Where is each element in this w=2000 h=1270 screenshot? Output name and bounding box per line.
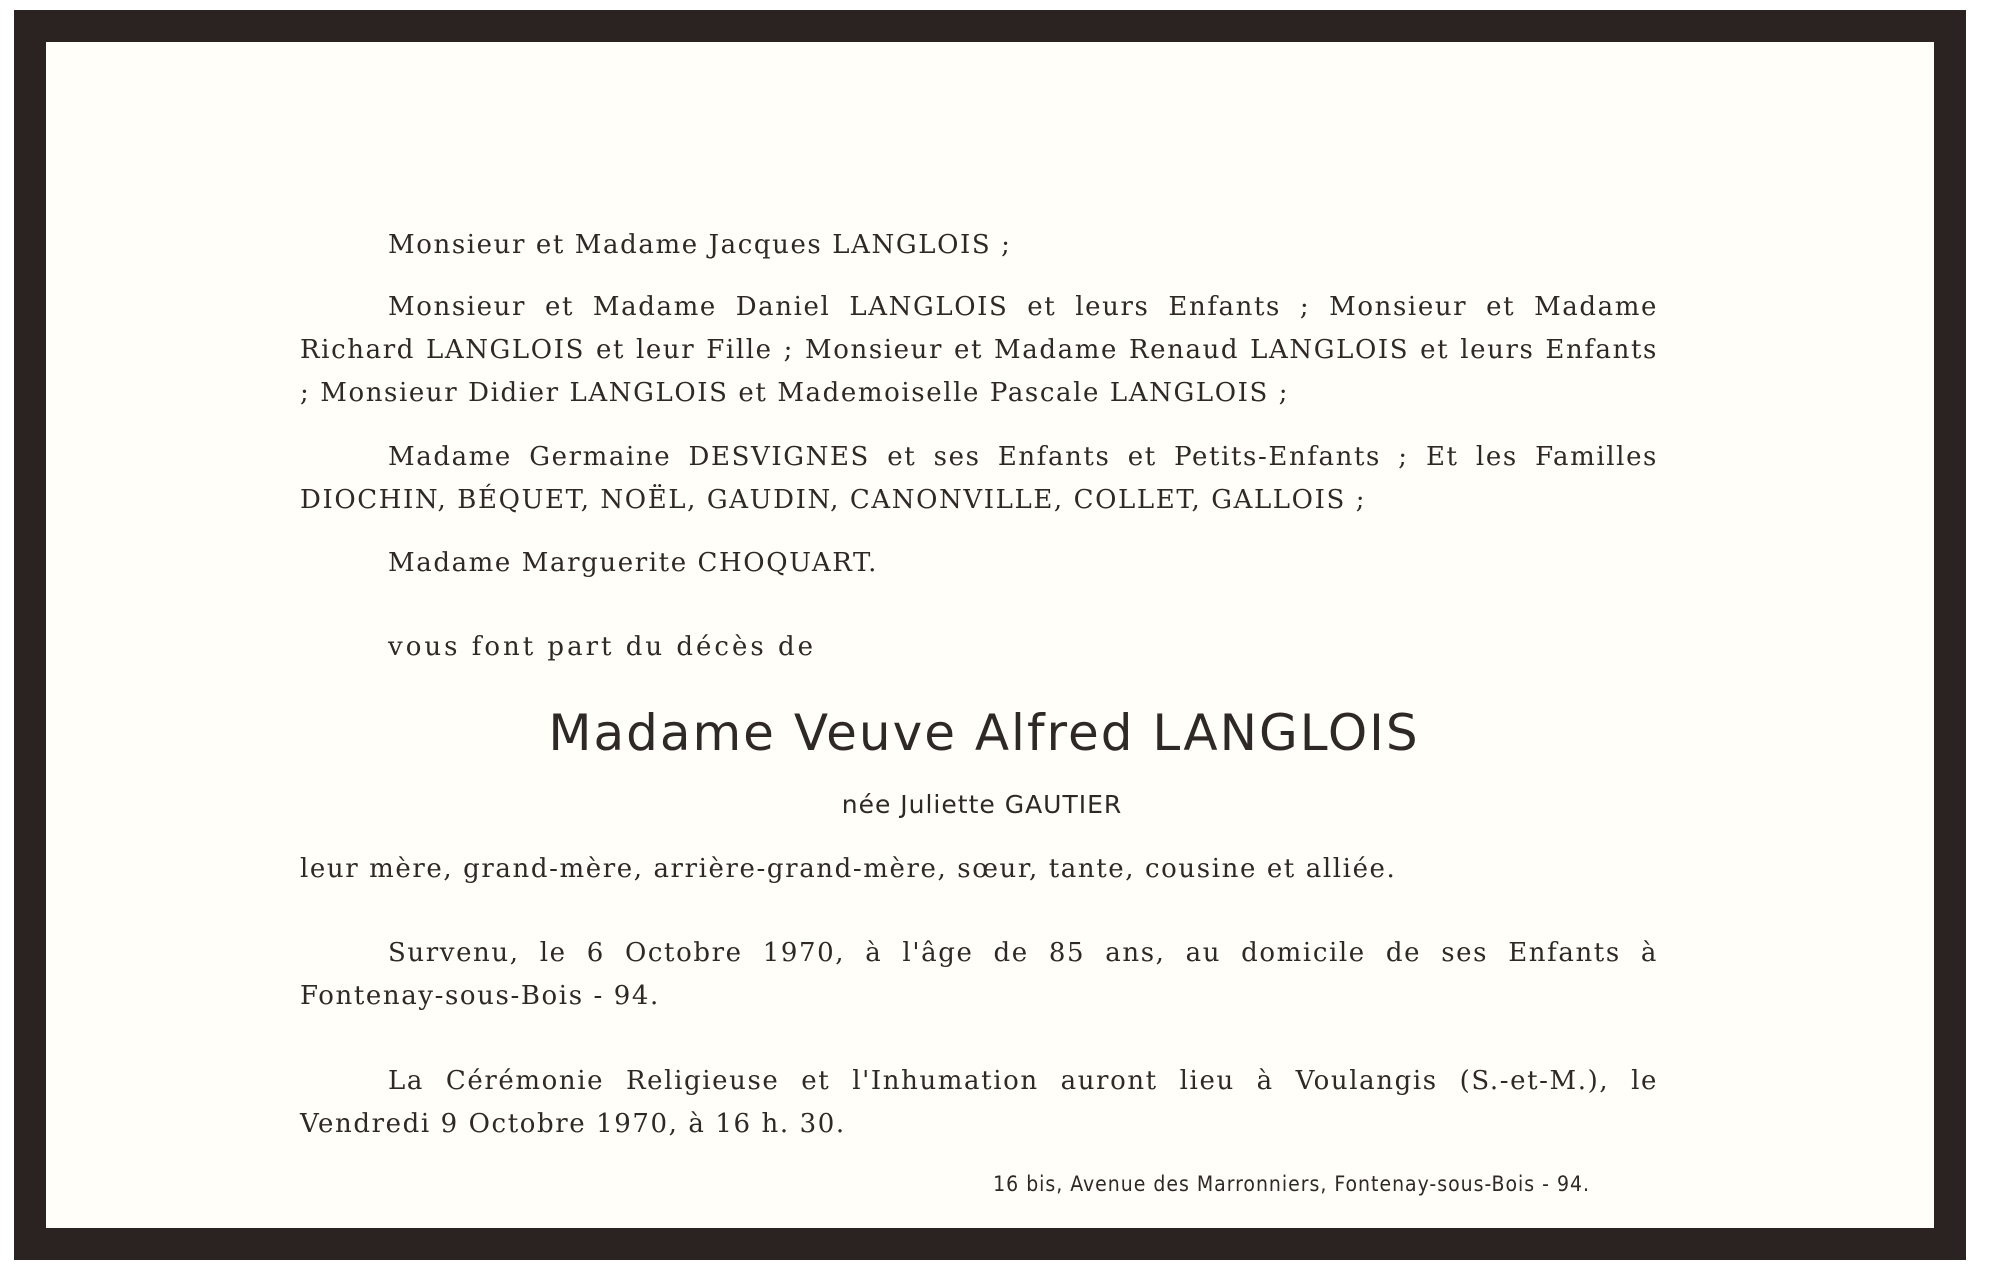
family-line-1: Monsieur et Madame Jacques LANGLOIS ; <box>388 230 1012 260</box>
death-details-paragraph <box>300 932 1658 1018</box>
family-line-3: Madame Germaine DESVIGNES et ses Enfants et Petits-Enfants ; Et les Familles DIOCHIN, BÉQUET, NOËL, GAUDIN, CANONVILLE, COLLET, GALLOIS ; <box>300 442 1658 515</box>
maiden-name: née Juliette GAUTIER <box>841 790 1123 819</box>
family-paragraph-4 <box>300 542 1658 585</box>
ceremony-paragraph <box>300 1060 1658 1146</box>
family-address: 16 bis, Avenue des Marronniers, Fontenay-sous-Bois - 94. <box>993 1172 1590 1196</box>
family-paragraph-2 <box>300 286 1658 415</box>
family-line-4: Madame Marguerite CHOQUART. <box>388 548 878 578</box>
family-paragraph-1 <box>300 224 1658 267</box>
announcement-paragraph <box>300 626 1658 669</box>
deceased-name: Madame Veuve Alfred LANGLOIS <box>548 704 1420 762</box>
relations-paragraph <box>300 848 1658 891</box>
death-details-line: Survenu, le 6 Octobre 1970, à l'âge de 85 ans, au domicile de ses Enfants à Fontenay-sous-Bois - 94. <box>300 938 1658 1011</box>
announcement-line: vous font part du décès de <box>388 632 816 662</box>
family-line-2: Monsieur et Madame Daniel LANGLOIS et leurs Enfants ; Monsieur et Madame Richard LANGLOIS et leur Fille ; Monsieur et Madame Renaud LANGLOIS et leurs Enfants ; Monsieur Didier LANGLOIS et Mademoiselle Pascale LANGLOIS ; <box>300 292 1658 408</box>
relations-line: leur mère, grand-mère, arrière-grand-mère, sœur, tante, cousine et alliée. <box>300 854 1397 884</box>
family-paragraph-3 <box>300 436 1658 522</box>
ceremony-line: La Cérémonie Religieuse et l'Inhumation auront lieu à Voulangis (S.-et-M.), le Vendredi 9 Octobre 1970, à 16 h. 30. <box>300 1066 1658 1139</box>
